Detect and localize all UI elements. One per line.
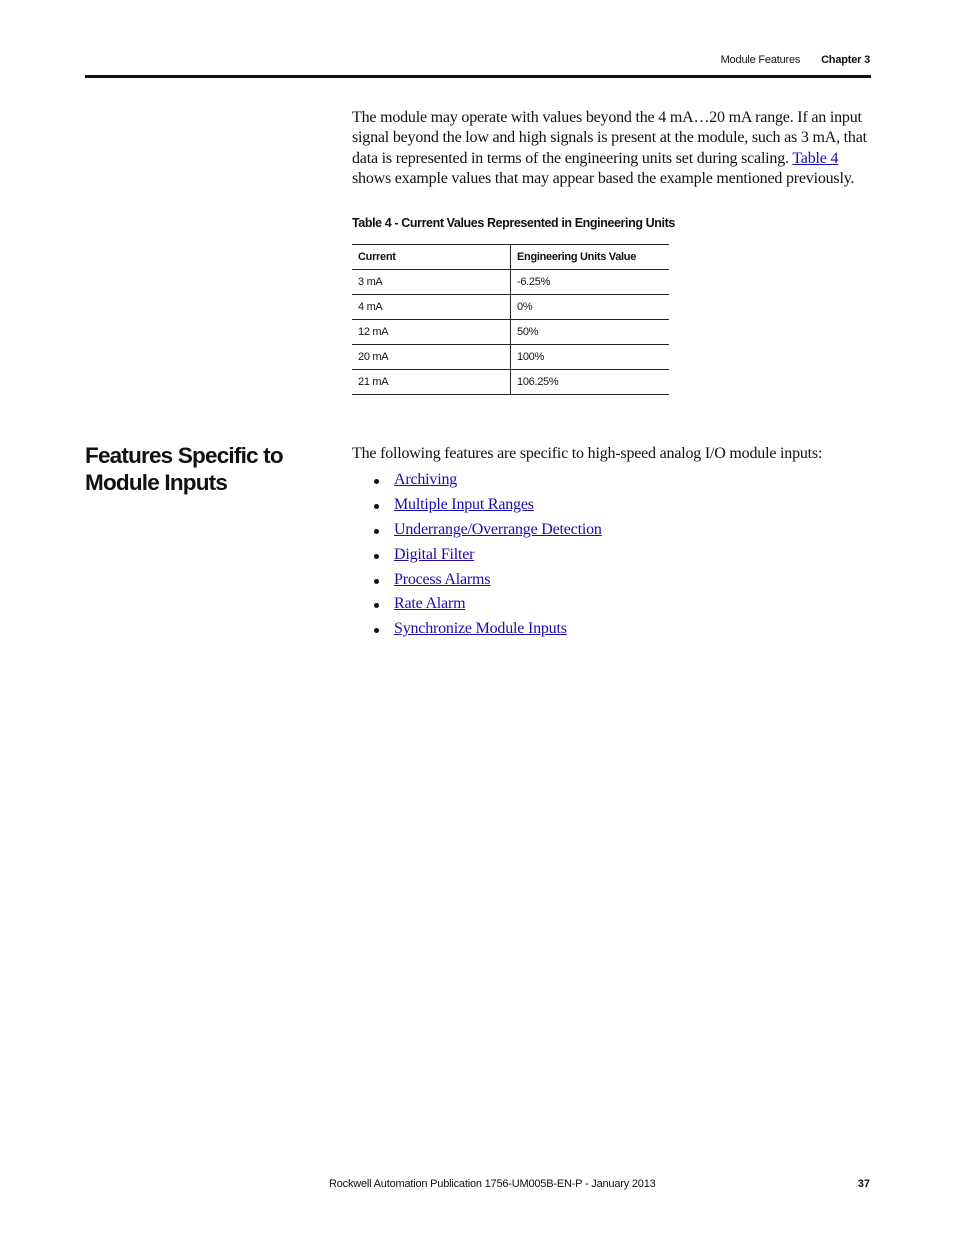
- cell-current: 20 mA: [352, 345, 511, 370]
- table-header-row: [352, 245, 669, 270]
- current-values-table: [352, 244, 669, 395]
- cell-current: 21 mA: [352, 370, 511, 395]
- cell-eu-value: 0%: [511, 295, 670, 320]
- list-item: [372, 569, 602, 594]
- table-row: [352, 345, 669, 370]
- bullet-icon: [374, 504, 379, 509]
- table-4-link[interactable]: Table 4: [792, 149, 839, 167]
- header-section-title: Module Features: [720, 54, 801, 66]
- feature-link-underrange-overrange[interactable]: Underrange/Overrange Detection: [394, 520, 602, 538]
- cell-current: 3 mA: [352, 270, 511, 295]
- cell-eu-value: 100%: [511, 345, 670, 370]
- feature-link-synchronize-inputs[interactable]: Synchronize Module Inputs: [394, 620, 567, 638]
- list-item: [372, 618, 602, 643]
- cell-current: 4 mA: [352, 295, 511, 320]
- header-rule: [85, 75, 871, 78]
- header-chapter: Chapter 3: [821, 54, 870, 66]
- bullet-icon: [374, 579, 379, 584]
- footer-publication: Rockwell Automation Publication 1756-UM005B-EN-P - January 2013: [329, 1178, 656, 1190]
- bullet-icon: [374, 603, 379, 608]
- cell-current: 12 mA: [352, 320, 511, 345]
- bullet-icon: [374, 628, 379, 633]
- feature-link-digital-filter[interactable]: Digital Filter: [394, 545, 475, 563]
- cell-eu-value: 50%: [511, 320, 670, 345]
- cell-eu-value: -6.25%: [511, 270, 670, 295]
- feature-link-process-alarms[interactable]: Process Alarms: [394, 570, 491, 588]
- table-caption: Table 4 - Current Values Represented in Engineering Units: [352, 216, 675, 230]
- list-item: [372, 469, 602, 494]
- bullet-icon: [374, 479, 379, 484]
- list-item: [372, 519, 602, 544]
- column-header-eu-value: Engineering Units Value: [511, 245, 670, 270]
- list-item: [372, 593, 602, 618]
- table-row: [352, 320, 669, 345]
- table-row: [352, 270, 669, 295]
- bullet-icon: [374, 529, 379, 534]
- list-item: [372, 544, 602, 569]
- feature-list: [372, 469, 602, 643]
- table-row: [352, 370, 669, 395]
- feature-link-archiving[interactable]: Archiving: [394, 471, 458, 488]
- column-header-current: Current: [352, 245, 511, 270]
- feature-link-rate-alarm[interactable]: Rate Alarm: [394, 595, 466, 613]
- list-item: [372, 494, 602, 519]
- bullet-icon: [374, 554, 379, 559]
- intro-text-1: The module may operate with values beyond the 4 mA…20 mA range. If an input signal beyond the low and high signals is present at the module, such as 3 mA, that data is represented in terms of the engineering units set during scaling.: [352, 109, 867, 167]
- page-number: 37: [857, 1178, 870, 1190]
- intro-text-2: shows example values that may appear based the example mentioned previously.: [352, 169, 855, 187]
- table-row: [352, 295, 669, 320]
- cell-eu-value: 106.25%: [511, 370, 670, 395]
- section-lead-paragraph: The following features are specific to high-speed analog I/O module inputs:: [352, 445, 823, 462]
- running-header: [721, 54, 870, 66]
- feature-link-multiple-input-ranges[interactable]: Multiple Input Ranges: [394, 495, 534, 513]
- intro-paragraph: [352, 108, 872, 189]
- section-heading: Features Specific to Module Inputs: [85, 443, 283, 495]
